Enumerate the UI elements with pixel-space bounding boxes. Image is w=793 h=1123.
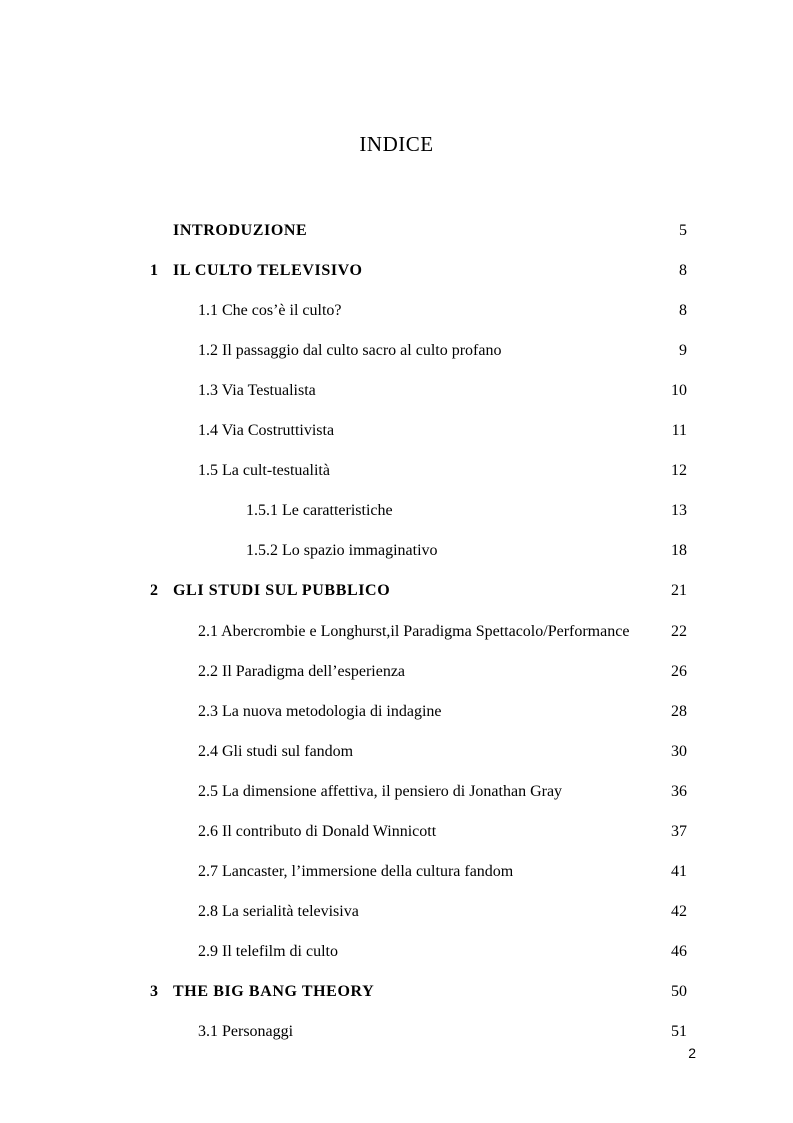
toc-entry-label: 1.3 Via Testualista [198, 382, 316, 399]
footer-page-number: 2 [688, 1045, 696, 1061]
toc-entry-label: 2.3 La nuova metodologia di indagine [198, 703, 442, 720]
toc-entry-page: 13 [671, 502, 687, 519]
toc-entry-label: INTRODUZIONE [173, 222, 308, 239]
toc-entry-page: 50 [671, 983, 687, 1000]
toc-entry-label: 2.7 Lancaster, l’immersione della cultura fandom [198, 863, 514, 880]
toc-entry-page: 21 [671, 582, 687, 599]
toc-chapter-number: 1 [150, 262, 158, 279]
toc-entry-page: 28 [671, 703, 687, 720]
toc-entry[interactable] [0, 579, 793, 603]
toc-entry-label: 1.1 Che cos’è il culto? [198, 302, 342, 319]
toc-entry[interactable] [0, 620, 793, 644]
toc-entry-label: 1.5 La cult-testualità [198, 462, 330, 479]
toc-entry[interactable] [0, 980, 793, 1004]
toc-entry[interactable] [0, 459, 793, 483]
toc-entry-page: 11 [671, 422, 687, 439]
toc-entry-label: 2.5 La dimensione affettiva, il pensiero di Jonathan Gray [198, 783, 563, 800]
toc-entry-page: 22 [671, 623, 687, 640]
toc-entry-page: 26 [671, 663, 687, 680]
toc-entry[interactable] [0, 379, 793, 403]
toc-entry[interactable] [0, 900, 793, 924]
toc-chapter-number: 2 [150, 582, 158, 599]
toc-entry-page: 12 [671, 462, 687, 479]
toc-entry[interactable] [0, 780, 793, 804]
toc-entry-page: 10 [671, 382, 687, 399]
toc-entry[interactable] [0, 299, 793, 323]
toc-entry-label: IL CULTO TELEVISIVO [173, 262, 363, 279]
toc-entry[interactable] [0, 700, 793, 724]
toc-entry-label: 2.8 La serialità televisiva [198, 903, 359, 920]
toc-entry[interactable] [0, 259, 793, 283]
toc-entry-page: 42 [671, 903, 687, 920]
toc-entry-label: 1.5.1 Le caratteristiche [246, 502, 393, 519]
toc-entry[interactable] [0, 940, 793, 964]
toc-entry[interactable] [0, 1020, 793, 1044]
toc-entry[interactable] [0, 499, 793, 523]
toc-entry-label: 2.1 Abercrombie e Longhurst,il Paradigma Spettacolo/Performance [198, 623, 630, 640]
toc-entry-label: 1.2 Il passaggio dal culto sacro al culto profano [198, 342, 502, 359]
toc-entry[interactable] [0, 419, 793, 443]
toc-entry[interactable] [0, 219, 793, 243]
toc-entry-page: 30 [671, 743, 687, 760]
page-title: INDICE [359, 132, 434, 156]
toc-entry-page: 36 [671, 783, 687, 800]
toc-entry-label: 1.4 Via Costruttivista [198, 422, 335, 439]
toc-entry-page: 51 [671, 1023, 687, 1040]
toc-entry-label: 2.6 Il contributo di Donald Winnicott [198, 823, 437, 840]
toc-entry-label: 2.4 Gli studi sul fandom [198, 743, 354, 760]
toc-entry[interactable] [0, 660, 793, 684]
toc-entry-page: 5 [679, 222, 687, 239]
toc-entry-label: THE BIG BANG THEORY [173, 983, 375, 1000]
toc-entry-label: 3.1 Personaggi [198, 1023, 294, 1040]
toc-entry-page: 37 [671, 823, 687, 840]
toc-entry[interactable] [0, 860, 793, 884]
toc-entry-label: 2.2 Il Paradigma dell’esperienza [198, 663, 406, 680]
toc-entry-page: 18 [671, 542, 687, 559]
toc-entry-label: 1.5.2 Lo spazio immaginativo [246, 542, 438, 559]
toc-entry-label: 2.9 Il telefilm di culto [198, 943, 338, 960]
toc-entry[interactable] [0, 740, 793, 764]
toc-chapter-number: 3 [150, 983, 158, 1000]
toc-entry-label: GLI STUDI SUL PUBBLICO [173, 582, 391, 599]
toc-entry[interactable] [0, 339, 793, 363]
toc-entry-page: 9 [679, 342, 687, 359]
toc-entry-page: 8 [679, 302, 687, 319]
toc-entry[interactable] [0, 820, 793, 844]
toc-entry-page: 8 [679, 262, 687, 279]
toc-entry-page: 41 [671, 863, 687, 880]
toc-entry-page: 46 [671, 943, 687, 960]
toc-entry[interactable] [0, 539, 793, 563]
